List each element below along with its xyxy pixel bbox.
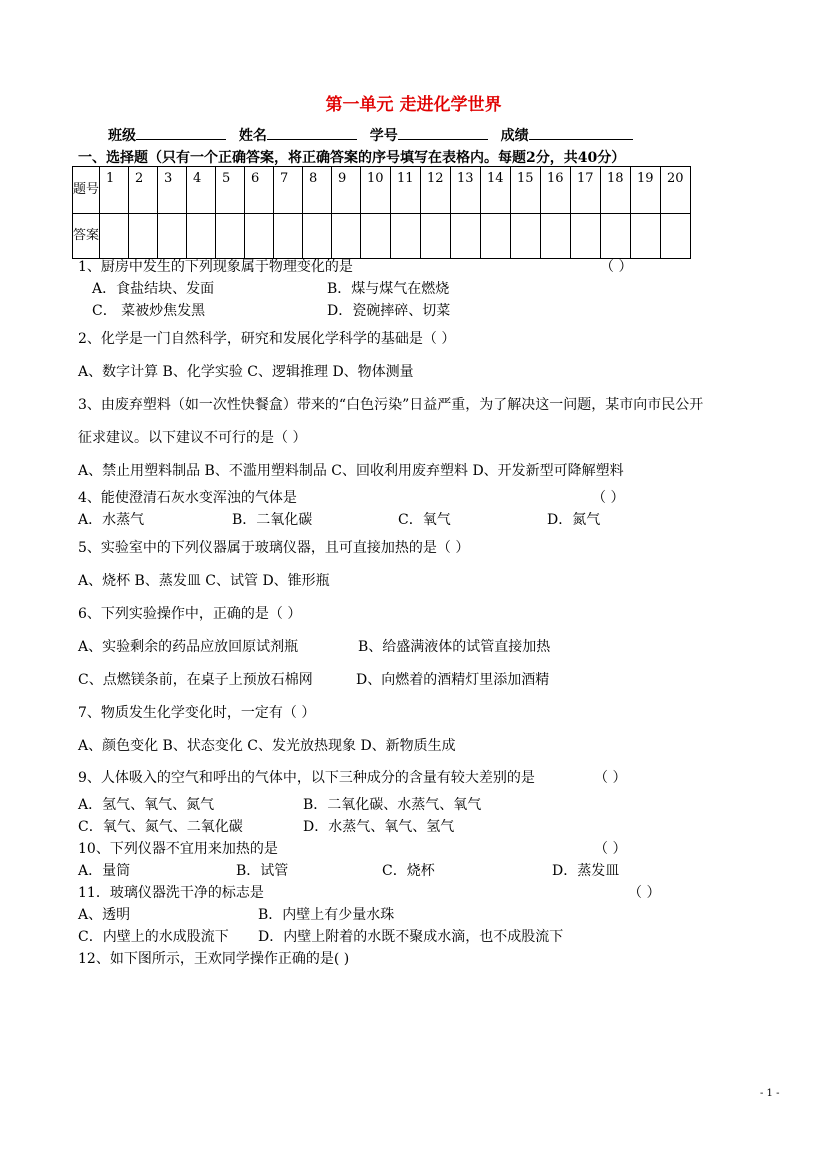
name-label: 姓名 — [238, 128, 267, 144]
q6-option-d: D、向燃着的酒精灯里添加酒精 — [356, 672, 550, 688]
page-title: 第一单元 走进化学世界 — [325, 95, 502, 115]
answer-cell — [158, 214, 187, 259]
answer-cell — [245, 214, 274, 259]
question-number-cell: 8 — [303, 167, 332, 214]
name-blank — [267, 125, 357, 140]
score-blank — [529, 125, 633, 140]
answer-cell — [332, 214, 361, 259]
answer-cell — [571, 214, 601, 259]
row-label-question: 题号 — [73, 167, 100, 214]
q7-stem: 7、物质发生化学变化时，一定有（ ） — [78, 705, 316, 721]
q6-option-a: A、实验剩余的药品应放回原试剂瓶 — [78, 639, 299, 655]
q9-answer-paren: （ ） — [594, 770, 627, 786]
question-number-cell: 3 — [158, 167, 187, 214]
q10-option-d: D．蒸发皿 — [552, 863, 620, 879]
answer-cell — [661, 214, 691, 259]
q3-stem-line2: 征求建议。以下建议不可行的是（ ） — [78, 430, 307, 446]
page-number: - 1 - — [760, 1088, 780, 1099]
q10-option-b: B．试管 — [236, 863, 289, 879]
answer-cell — [631, 214, 661, 259]
q3-stem-line1: 3、由废弃塑料（如一次性快餐盒）带来的“白色污染”日益严重，为了解决这一问题，某市向市民公开 — [78, 397, 704, 413]
q1-stem: 1、厨房中发生的下列现象属于物理变化的是 — [78, 259, 353, 275]
student-info-line — [108, 125, 641, 145]
answer-cell — [100, 214, 129, 259]
question-number-cell: 14 — [481, 167, 511, 214]
q9-option-a: A．氢气、氧气、氮气 — [78, 797, 215, 813]
q10-option-c: C．烧杯 — [382, 863, 435, 879]
q4-option-c: C．氧气 — [398, 512, 451, 528]
question-number-cell: 15 — [511, 167, 541, 214]
q4-answer-paren: （ ） — [592, 490, 625, 506]
q12-stem: 12、如下图所示，王欢同学操作正确的是( ) — [78, 951, 350, 967]
question-number-cell: 10 — [361, 167, 391, 214]
answer-cell — [541, 214, 571, 259]
class-label: 班级 — [108, 128, 136, 144]
question-number-cell: 5 — [216, 167, 245, 214]
row-label-answer: 答案 — [73, 214, 100, 259]
question-number-cell: 7 — [274, 167, 303, 214]
class-blank — [136, 125, 226, 140]
question-number-cell: 18 — [601, 167, 631, 214]
q2-stem: 2、化学是一门自然科学，研究和发展化学科学的基础是（ ） — [78, 331, 456, 347]
table-row-answers — [73, 214, 691, 259]
q1-option-a: A．食盐结块、发面 — [92, 281, 215, 297]
q5-options: A、烧杯 B、蒸发皿 C、试管 D、锥形瓶 — [78, 573, 330, 589]
question-number-cell: 2 — [129, 167, 158, 214]
q4-option-d: D．氮气 — [547, 512, 601, 528]
question-number-cell: 16 — [541, 167, 571, 214]
q11-answer-paren: （ ） — [628, 885, 661, 901]
answer-table — [72, 166, 691, 259]
q11-option-d: D．内壁上附着的水既不聚成水滴，也不成股流下 — [258, 929, 564, 945]
q11-option-b: B．内壁上有少量水珠 — [258, 907, 395, 923]
table-row-numbers — [73, 167, 691, 214]
q6-option-c: C、点燃镁条前，在桌子上预放石棉网 — [78, 672, 313, 688]
answer-cell — [361, 214, 391, 259]
number-label: 学号 — [369, 128, 398, 144]
q1-answer-paren: （ ） — [600, 259, 633, 275]
answer-cell — [481, 214, 511, 259]
q9-option-c: C．氧气、氮气、二氧化碳 — [78, 819, 243, 835]
answer-cell — [601, 214, 631, 259]
question-number-cell: 19 — [631, 167, 661, 214]
q5-stem: 5、实验室中的下列仪器属于玻璃仪器，且可直接加热的是（ ） — [78, 540, 470, 556]
score-label: 成绩 — [500, 128, 529, 144]
answer-cell — [216, 214, 245, 259]
q3-options: A、禁止用塑料制品 B、不滥用塑料制品 C、回收利用废弃塑料 D、开发新型可降解塑料 — [78, 463, 624, 479]
q4-option-b: B．二氧化碳 — [232, 512, 313, 528]
q7-options: A、颜色变化 B、状态变化 C、发光放热现象 D、新物质生成 — [78, 738, 456, 754]
question-number-cell: 6 — [245, 167, 274, 214]
q10-option-a: A．量筒 — [78, 863, 131, 879]
answer-cell — [391, 214, 421, 259]
answer-cell — [129, 214, 158, 259]
question-number-cell: 13 — [451, 167, 481, 214]
question-number-cell: 17 — [571, 167, 601, 214]
answer-cell — [187, 214, 216, 259]
q9-option-d: D．水蒸气、氧气、氢气 — [303, 819, 455, 835]
q9-option-b: B．二氧化碳、水蒸气、氧气 — [303, 797, 482, 813]
q10-answer-paren: （ ） — [594, 841, 627, 857]
q1-option-b: B．煤与煤气在燃烧 — [327, 281, 450, 297]
q6-stem: 6、下列实验操作中，正确的是（ ） — [78, 606, 302, 622]
q6-option-b: B、给盛满液体的试管直接加热 — [358, 639, 551, 655]
q1-option-c: C． 菜被炒焦发黑 — [92, 303, 206, 319]
answer-cell — [421, 214, 451, 259]
answer-cell — [511, 214, 541, 259]
q1-option-d: D．瓷碗摔碎、切菜 — [327, 303, 451, 319]
answer-cell — [274, 214, 303, 259]
q11-stem: 11．玻璃仪器洗干净的标志是 — [78, 885, 264, 901]
q2-options: A、数字计算 B、化学实验 C、逻辑推理 D、物体测量 — [78, 364, 414, 380]
answer-cell — [451, 214, 481, 259]
question-number-cell: 11 — [391, 167, 421, 214]
q10-stem: 10、下列仪器不宜用来加热的是 — [78, 841, 278, 857]
q4-option-a: A．水蒸气 — [78, 512, 145, 528]
question-number-cell: 9 — [332, 167, 361, 214]
question-number-cell: 1 — [100, 167, 129, 214]
question-number-cell: 4 — [187, 167, 216, 214]
q11-option-a: A、透明 — [78, 907, 131, 923]
q11-option-c: C．内壁上的水成股流下 — [78, 929, 229, 945]
answer-cell — [303, 214, 332, 259]
number-blank — [398, 125, 488, 140]
question-number-cell: 20 — [661, 167, 691, 214]
q4-stem: 4、能使澄清石灰水变浑浊的气体是 — [78, 490, 297, 506]
section-heading: 一、选择题（只有一个正确答案，将正确答案的序号填写在表格内。每题2分，共40分） — [78, 150, 626, 166]
question-number-cell: 12 — [421, 167, 451, 214]
q9-stem: 9、人体吸入的空气和呼出的气体中，以下三种成分的含量有较大差别的是 — [78, 770, 535, 786]
